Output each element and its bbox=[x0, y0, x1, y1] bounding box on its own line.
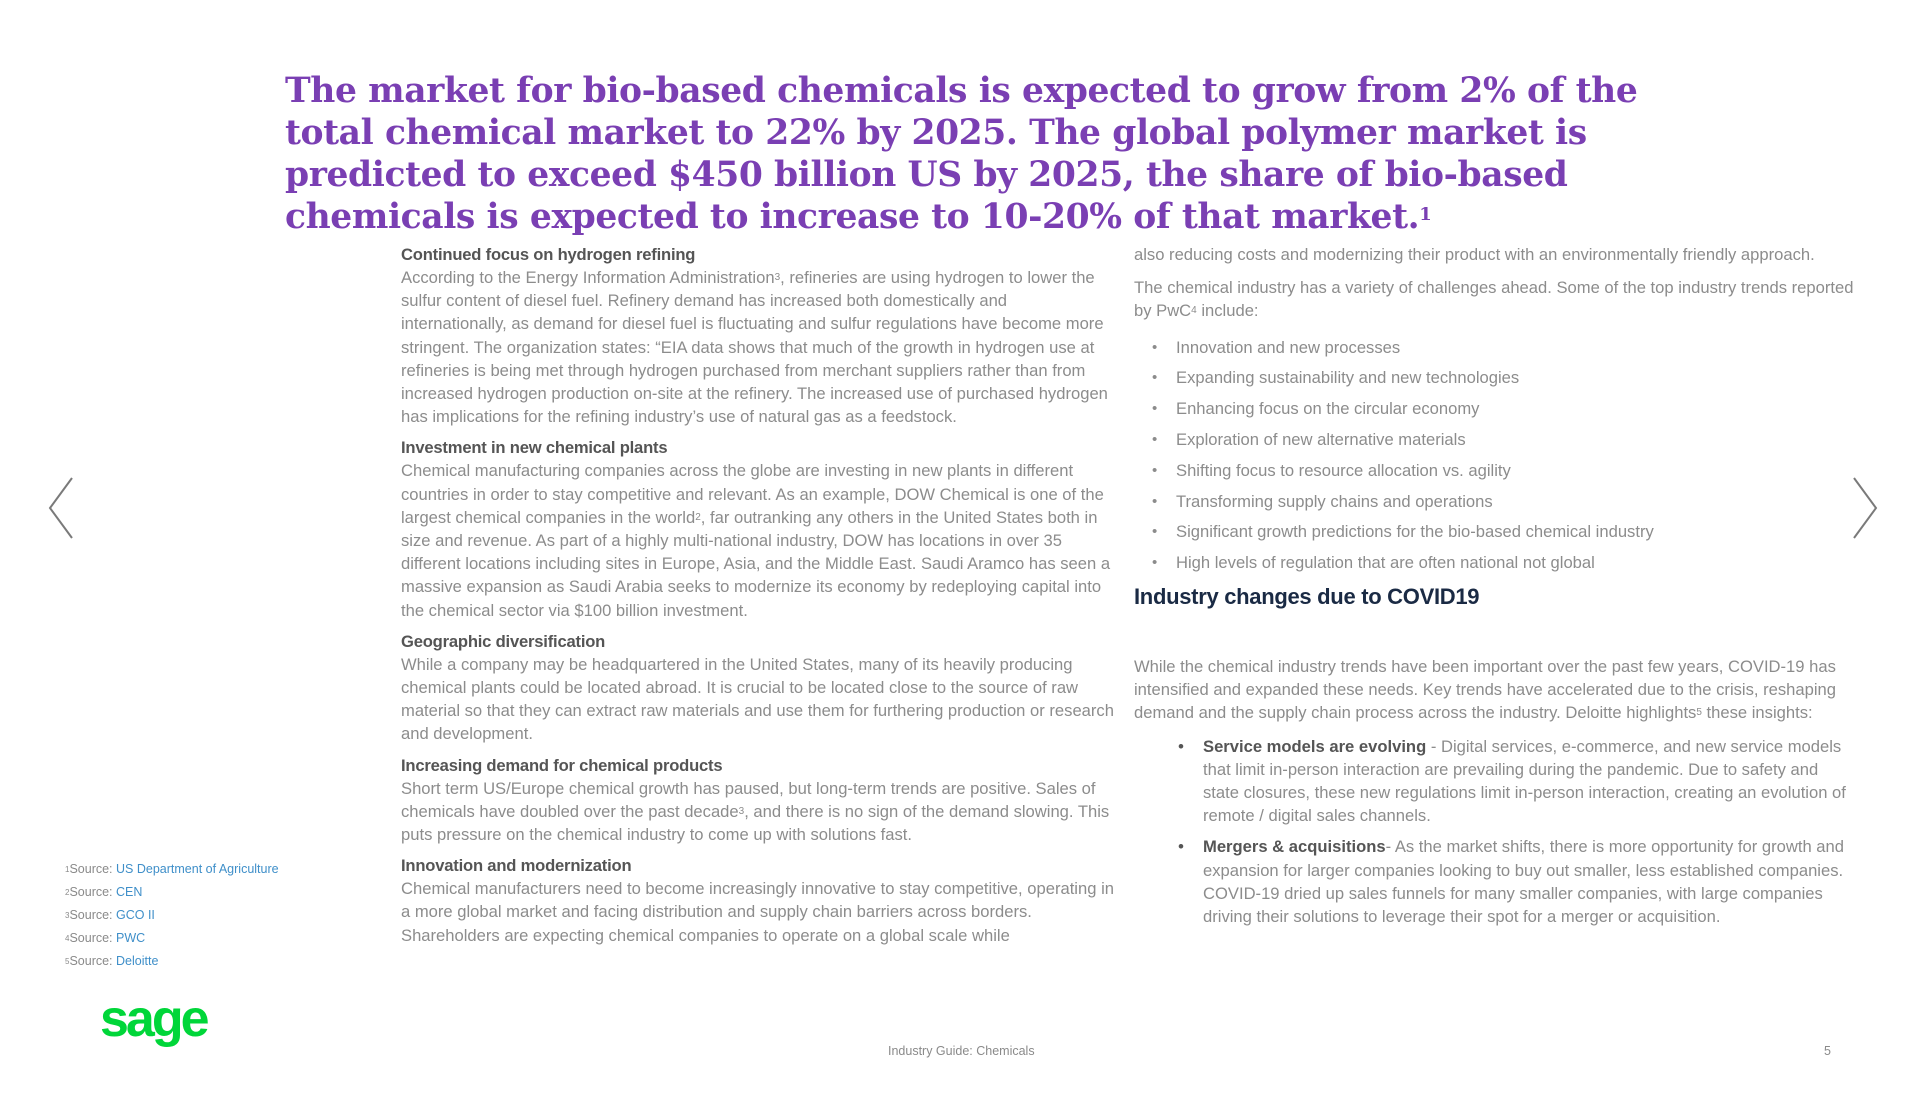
footnote-number: 2 bbox=[65, 888, 70, 897]
right-column bbox=[1134, 243, 1854, 936]
footnote-link[interactable]: PWC bbox=[116, 931, 146, 945]
footnote-item bbox=[65, 858, 279, 881]
footnote-number: 3 bbox=[65, 911, 70, 920]
body-text: , far outranking any others in the United States both in size and revenue. As part of a highly multi-national industry, DOW has locations in over 35 different locations including sites in Europe, Asia, and the Middle East. Saudi Aramco has seen a massive expansion as Saudi Arabia seeks to modernize its economy by redeploying capital into the chemical sector via $100 billion investment. bbox=[401, 507, 1111, 620]
insight-text: - As the market shifts, there is more opportunity for growth and expansion for larger companies looking to buy out smaller, less established companies. COVID-19 dried up sales funnels for many smaller companies, with large companies driving their solutions to leverage their spot for a merger or acquisition. bbox=[1203, 837, 1844, 927]
footnote-item bbox=[65, 950, 279, 973]
footnote-number: 1 bbox=[65, 865, 70, 874]
list-item bbox=[1178, 735, 1854, 828]
footnote-link[interactable]: CEN bbox=[116, 885, 143, 899]
footnote-ref: 3 bbox=[774, 272, 781, 283]
covid-intro bbox=[1134, 655, 1854, 725]
footnote-ref: 3 bbox=[738, 805, 745, 817]
footnote-item bbox=[65, 904, 279, 927]
body-text: The chemical industry has a variety of challenges ahead. Some of the top industry trends reported by PwC bbox=[1134, 278, 1854, 321]
page-headline bbox=[285, 70, 1735, 238]
body-text: these insights: bbox=[1701, 703, 1813, 723]
footnote-prefix: Source: bbox=[69, 862, 117, 876]
insight-title: Service models are evolving bbox=[1203, 736, 1427, 756]
footnote-ref: 4 bbox=[1191, 305, 1197, 317]
list-item: • High levels of regulation that are often national not global bbox=[1152, 550, 1854, 581]
list-item: • Innovation and new processes bbox=[1152, 335, 1854, 366]
chevron-right-icon bbox=[1850, 476, 1880, 540]
footnote-link[interactable]: Deloitte bbox=[116, 954, 159, 968]
body-text: According to the Energy Information Administration bbox=[401, 268, 775, 287]
list-item: • Expanding sustainability and new technologies bbox=[1152, 365, 1854, 396]
section-body-innovation: Chemical manufacturers need to become increasingly innovative to stay competitive, operating in a more global market and facing distribution and supply chain barriers across borders. Shareholders are expecting chemical companies to operate on a global scale while bbox=[401, 879, 1114, 945]
footnote-number: 5 bbox=[65, 957, 70, 966]
logo-text: sage bbox=[100, 998, 207, 1048]
section-title-demand: Increasing demand for chemical products bbox=[401, 755, 723, 775]
trends-list bbox=[1152, 335, 1854, 581]
body-text: Chemical manufacturing companies across the globe are investing in new plants in different countries in order to stay competitive and relevant. As an example, DOW Chemical is one of the largest chemical companies in the world bbox=[401, 461, 1104, 527]
footnote-prefix: Source: bbox=[69, 908, 117, 922]
list-item: • Enhancing focus on the circular economy bbox=[1152, 396, 1854, 427]
body-text: , refineries are using hydrogen to lower the sulfur content of diesel fuel. Refinery demand has increased both domestically and internationally, as demand for diesel fuel is fluctuating and sulfur regulations have become more stringent. The organization states: “EIA data shows that much of the growth in hydrogen use at refineries is being met through hydrogen purchased from merchant suppliers rather than from increased hydrogen production on-site at the refinery. The increased use of purchased hydrogen has implications for the refining industry’s use of natural gas as a feedstock. bbox=[401, 268, 1108, 427]
footnote-number: 4 bbox=[65, 934, 70, 943]
insights-list bbox=[1178, 735, 1854, 929]
section-title-investment: Investment in new chemical plants bbox=[401, 438, 668, 458]
footnote-item bbox=[65, 881, 279, 904]
insight-title: Mergers & acquisitions bbox=[1203, 837, 1386, 857]
body-text: Short term US/Europe chemical growth has paused, but long-term trends are positive. Sales of chemicals have doubled over the past decade bbox=[401, 778, 1096, 821]
body-text: include: bbox=[1196, 301, 1259, 321]
section-body-geographic: While a company may be headquartered in the United States, many of its heavily producing chemical plants could be located abroad. It is crucial to be located close to the source of raw material so that they can extract raw materials and use them for furthering production or research and development. bbox=[401, 654, 1114, 744]
sage-logo bbox=[98, 998, 218, 1056]
footnote-prefix: Source: bbox=[69, 954, 117, 968]
body-text: While the chemical industry trends have been important over the past few years, COVID-19 has intensified and expanded these needs. Key trends have accelerated due to the crisis, reshaping demand and the supply chain process across the industry. Deloitte highlights bbox=[1134, 656, 1837, 723]
footnote-link[interactable]: GCO II bbox=[116, 908, 155, 922]
section-body-demand bbox=[401, 777, 1116, 847]
footnote-prefix: Source: bbox=[69, 885, 117, 899]
headline-text: The market for bio-based chemicals is expected to grow from 2% of the total chemical market to 22% by 2025. The global polymer market is predicted to exceed $450 billion US by 2025, the share of bio-based chemicals is expected to increase to 10-20% of that market. bbox=[285, 71, 1638, 237]
section-body-hydrogen bbox=[401, 266, 1116, 428]
insight-text: - Digital services, e-commerce, and new service models that limit in-person interaction are prevailing during the pandemic. Due to safety and state closures, these new regulations limit in-person interaction, creating an evolution of remote / digital sales channels. bbox=[1203, 736, 1846, 826]
footnotes bbox=[65, 858, 279, 973]
left-column bbox=[401, 243, 1116, 955]
body-text: , and there is no sign of the demand slowing. This puts pressure on the chemical industry to come up with solutions fast. bbox=[401, 801, 1110, 845]
list-item bbox=[1178, 835, 1854, 928]
section-title-innovation: Innovation and modernization bbox=[401, 856, 632, 876]
list-item: • Shifting focus to resource allocation vs. agility bbox=[1152, 458, 1854, 489]
section-title-geographic: Geographic diversification bbox=[401, 631, 606, 651]
trends-intro bbox=[1134, 276, 1854, 322]
headline-footnote-ref: 1 bbox=[1419, 204, 1432, 225]
footnote-ref: 5 bbox=[1696, 707, 1702, 719]
section-title-hydrogen: Continued focus on hydrogen refining bbox=[401, 245, 696, 264]
footnote-link[interactable]: US Department of Agriculture bbox=[116, 862, 279, 876]
footnote-prefix: Source: bbox=[69, 931, 117, 945]
footnote-ref: 2 bbox=[695, 511, 701, 523]
page-number: 5 bbox=[1824, 1044, 1831, 1058]
list-item: • Significant growth predictions for the bio-based chemical industry bbox=[1152, 519, 1854, 550]
list-item: • Exploration of new alternative materials bbox=[1152, 427, 1854, 458]
previous-page-button[interactable] bbox=[46, 476, 76, 540]
chevron-left-icon bbox=[46, 476, 76, 540]
footer-guide-title: Industry Guide: Chemicals bbox=[888, 1044, 1035, 1058]
list-item: • Transforming supply chains and operations bbox=[1152, 489, 1854, 520]
next-page-button[interactable] bbox=[1850, 476, 1880, 540]
section-body-investment bbox=[401, 459, 1116, 621]
footnote-item bbox=[65, 927, 279, 950]
continuation-text: also reducing costs and modernizing their product with an environmentally friendly approach. bbox=[1134, 245, 1815, 264]
covid-section-heading: Industry changes due to COVID19 bbox=[1134, 583, 1480, 609]
